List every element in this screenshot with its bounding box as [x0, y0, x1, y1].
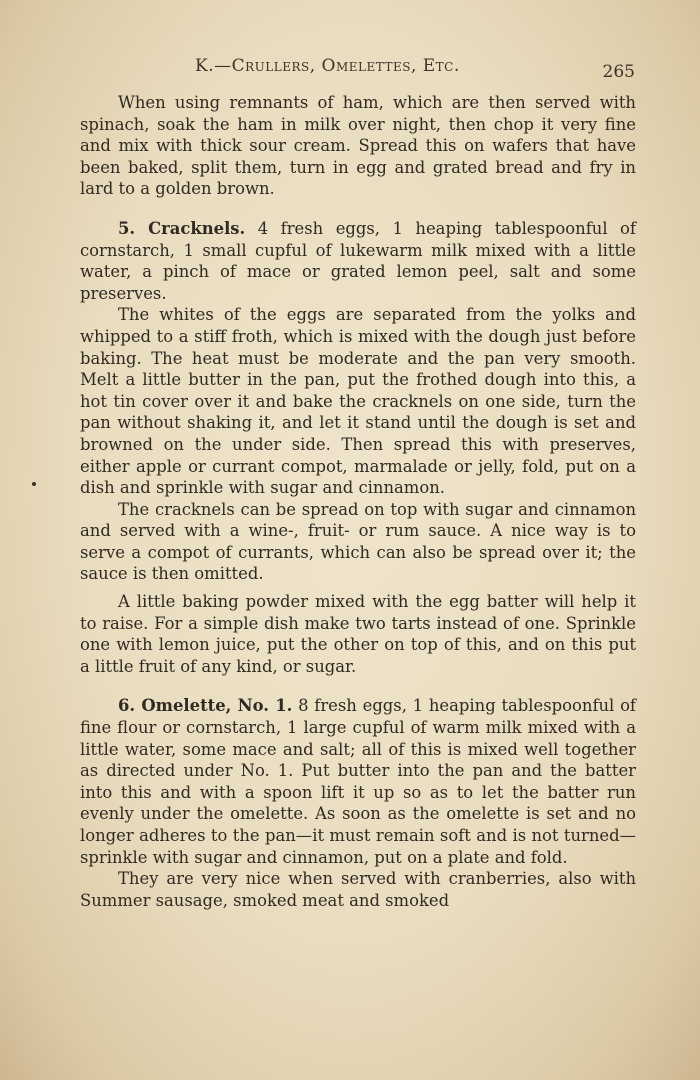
margin-dot	[32, 482, 36, 486]
recipe-heading-cracknels: 5. Cracknels.	[118, 218, 246, 238]
paragraph-cracknels-serving	[80, 499, 636, 585]
paragraph-text: When using remnants of ham, which are then served with spinach, soak the ham in milk over night, then chop it very fine and mix with thick sour cream. Spread this on wafers that have been baked, split them, turn in egg and grated bread and fry in lard to a golden brown.	[80, 93, 636, 199]
paragraph-omelette-ingredients	[80, 695, 636, 868]
paragraph-text: The whites of the eggs are separated from the yolks and whipped to a stiff froth, which is mixed with the dough just before baking. The heat must be moderate and the pan very smooth. Melt a little butter in the pan, put the frothed dough into this, a hot tin cover over it and bake the cracknels on one side, turn the pan without shaking it, and let it stand until the dough is set and browned on the under side. Then spread this with preserves, either apple or currant compot, marmalade or jelly, fold, put on a dish and sprinkle with sugar and cinnamon.	[80, 305, 636, 498]
paragraph-text: A little baking powder mixed with the egg batter will help it to raise. For a simple dish make two tarts instead of one. Sprinkle one with lemon juice, put the other on top of this, and on this put a little fruit of any kind, or sugar.	[80, 592, 636, 676]
paragraph-text: 8 fresh eggs, 1 heaping tablespoonful of fine flour or cornstarch, 1 large cupful of warm milk mixed with a little water, some mace and salt; all of this is mixed well together as directed under No. 1. Put butter into the pan and the batter into this and with a spoon lift it up so as to let the batter run evenly under the omelette. As soon as the omelette is set and no longer adheres to the pan—it must remain soft and is not turned—sprinkle with sugar and cinnamon, put on a plate and fold.	[80, 696, 637, 867]
paragraph-text: 4 fresh eggs, 1 heaping tablespoonful of cornstarch, 1 small cupful of lukewarm milk mixed with a little water, a pinch of mace or grated lemon peel, salt and some preserves.	[80, 218, 636, 303]
paragraph-text: The cracknels can be spread on top with sugar and cinnamon and served with a wine-, fruit- or rum sauce. A nice way is to serve a compot of currants, which can also be spread over it; the sauce is then omitted.	[80, 499, 636, 584]
paragraph-cracknels-method	[80, 304, 636, 498]
paragraph-omelette-serving	[80, 868, 636, 911]
page-number: 265	[602, 62, 635, 82]
recipe-heading-omelette: 6. Omelette, No. 1.	[118, 696, 293, 716]
paragraph-ham-wafers	[80, 92, 636, 200]
paragraph-baking-powder	[80, 591, 636, 677]
chapter-title: K.—Crullers, Omelettes, Etc.	[195, 56, 460, 76]
paragraph-text: They are very nice when served with cranberries, also with Summer sausage, smoked meat and smoked	[80, 869, 636, 910]
running-header	[80, 52, 635, 82]
page-body	[80, 92, 636, 911]
paragraph-cracknels-ingredients	[80, 218, 636, 304]
